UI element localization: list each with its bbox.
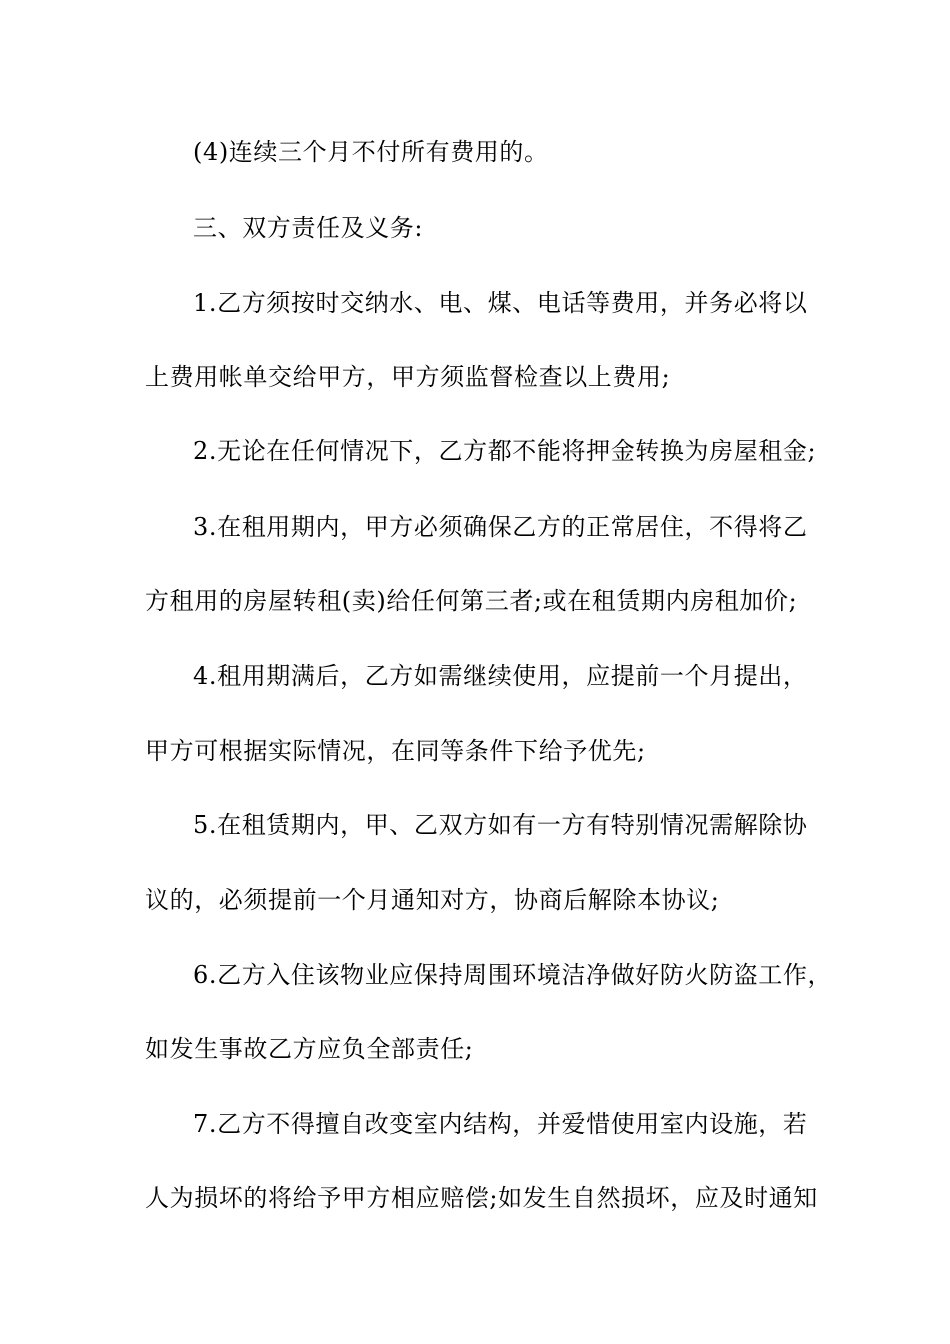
item-7-line-2: 人为损坏的将给予甲方相应赔偿;如发生自然损坏，应及时通知 xyxy=(145,1184,818,1212)
item-6-line-2: 如发生事故乙方应负全部责任; xyxy=(145,1035,474,1063)
item-3-line-1: 3.在租用期内，甲方必须确保乙方的正常居住，不得将乙 xyxy=(193,513,808,541)
item-2-text: 2.无论在任何情况下，乙方都不能将押金转换为房屋租金; xyxy=(193,437,817,465)
item-1-line-2: 上费用帐单交给甲方，甲方须监督检查以上费用; xyxy=(145,363,671,391)
item-1-line-1: 1.乙方须按时交纳水、电、煤、电话等费用，并务必将以 xyxy=(193,289,808,317)
section-heading: 三、双方责任及义务: xyxy=(193,214,424,242)
item-4-line-2: 甲方可根据实际情况，在同等条件下给予优先; xyxy=(145,737,646,765)
item-6-line-1: 6.乙方入住该物业应保持周围环境洁净做好防火防盗工作， xyxy=(193,961,833,989)
item-5-line-2: 议的，必须提前一个月通知对方，协商后解除本协议; xyxy=(145,886,720,914)
item-5-line-1: 5.在租赁期内，甲、乙双方如有一方有特别情况需解除协 xyxy=(193,811,808,839)
item-7-line-1: 7.乙方不得擅自改变室内结构，并爱惜使用室内设施，若 xyxy=(193,1110,808,1138)
item-4-line-1: 4.租用期满后，乙方如需继续使用，应提前一个月提出， xyxy=(193,662,808,690)
clause-4-text: (4)连续三个月不付所有费用的。 xyxy=(193,138,549,166)
item-3-line-2: 方租用的房屋转租(卖)给任何第三者;或在租赁期内房租加价; xyxy=(145,587,798,615)
